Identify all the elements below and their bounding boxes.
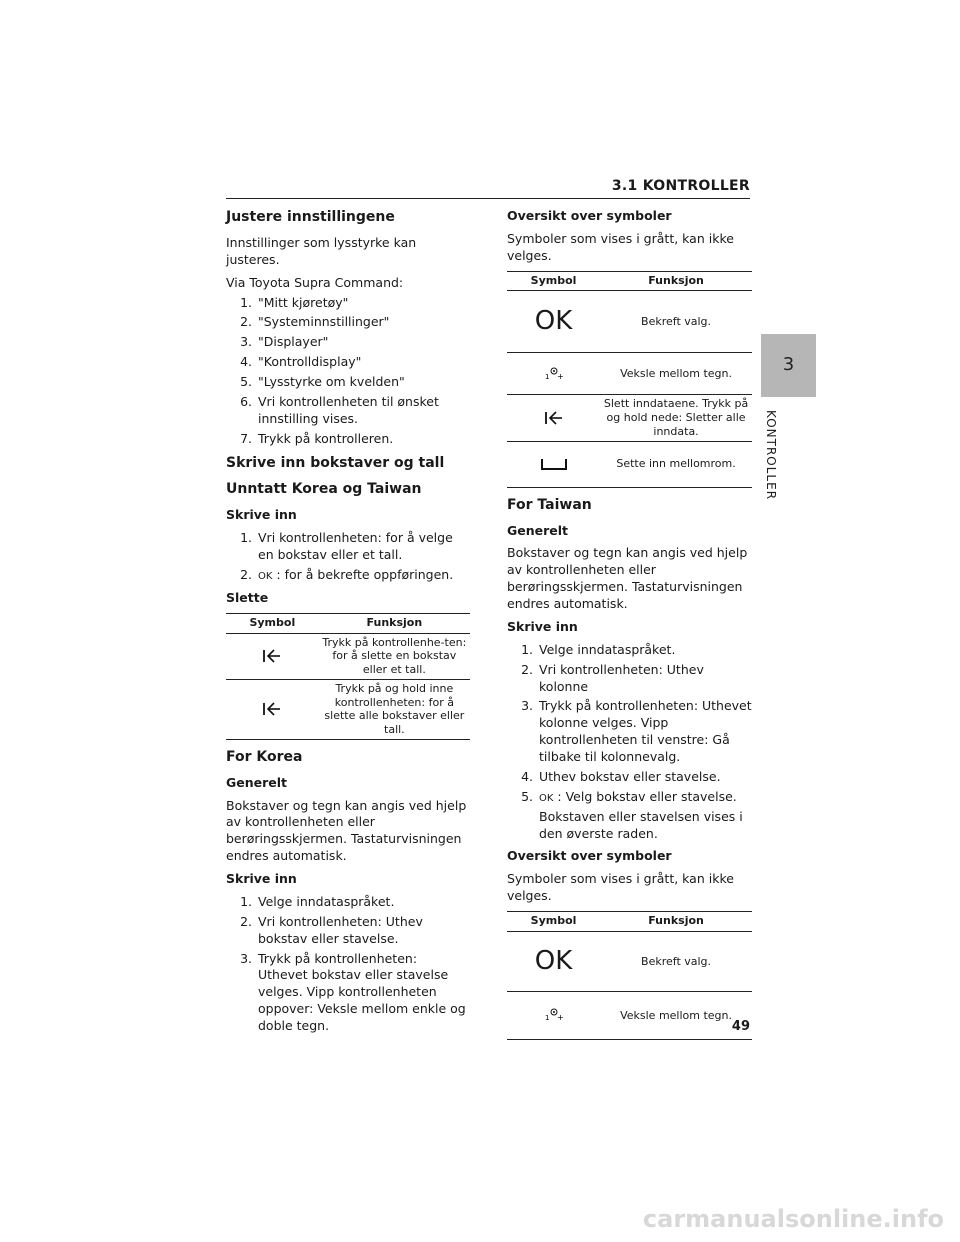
heading-general: Generelt [507, 522, 569, 538]
table-row: 1 + Veksle mellom tegn. [507, 353, 752, 395]
symbol-table-2 [507, 911, 752, 1040]
step-note: Bokstaven eller stavelsen vises i den øverste raden. [539, 808, 743, 841]
table-header: Symbol [507, 271, 600, 291]
ok-symbol: OK [534, 945, 573, 976]
heading-taiwan: For Taiwan [507, 496, 592, 513]
chapter-tab [761, 334, 816, 397]
space-icon [540, 457, 568, 471]
heading-overview: Oversikt over symboler [507, 848, 672, 864]
table-row: 1 + Veksle mellom tegn. [507, 991, 752, 1039]
heading-overview: Oversikt over symboler [507, 208, 672, 223]
list-item: 4. "Kontrolldisplay" [240, 354, 362, 370]
list-item: 6. Vri kontrollenheten til ønsket innstilling vises. [240, 393, 439, 426]
table-header: Funksjon [319, 613, 470, 633]
backspace-icon [544, 410, 564, 426]
list-item: 4. Uthev bokstav eller stavelse. [521, 768, 721, 784]
table-header: Funksjon [600, 271, 752, 291]
list-item: 2. OK : for å bekrefte oppføringen. [240, 566, 454, 582]
list-item: 7. Trykk på kontrolleren. [240, 430, 394, 446]
svg-text:1: 1 [544, 372, 550, 381]
table-row: Trykk på kontrollenhe-ten: for å slette en bokstav eller et tall. [226, 633, 470, 679]
ok-symbol: OK [258, 570, 273, 582]
page-number: 49 [731, 1019, 750, 1034]
toggle-characters-icon [544, 1007, 564, 1023]
left-column [226, 208, 470, 1041]
header-rule [226, 198, 750, 199]
paragraph: Bokstaver og tegn kan angis ved hjelp av kontrollenheten eller berøringsskjermen. Tastaturvisningen endres automatisk. [226, 797, 467, 864]
section-header: 3.1 KONTROLLER [611, 178, 750, 194]
heading-adjust: Justere innstillingene [226, 209, 395, 225]
korea-steps [226, 894, 470, 1035]
table-header: Symbol [507, 912, 600, 932]
table-row: OK Bekreft valg. [507, 291, 752, 353]
list-item: 1. Velge inndataspråket. [240, 893, 395, 909]
backspace-icon [262, 648, 282, 664]
list-item: 5. OK : Velg bokstav eller stavelse. [521, 788, 737, 804]
paragraph: Symboler som vises i grått, kan ikke velges. [507, 230, 734, 263]
heading-except: Unntatt Korea og Taiwan [226, 481, 422, 498]
ok-symbol: OK [534, 306, 573, 337]
list-item: 5. "Lysstyrke om kvelden" [240, 374, 405, 390]
list-item: 1. Velge inndataspråket. [521, 641, 676, 657]
backspace-icon [262, 701, 282, 717]
right-column [507, 208, 752, 1048]
table-row: Trykk på og hold inne kontrollenheten: for å slette alle bokstaver eller tall. [226, 679, 470, 739]
heading-write: Skrive inn [226, 871, 297, 887]
paragraph: Bokstaver og tegn kan angis ved hjelp av kontrollenheten eller berøringsskjermen. Tastaturvisningen endres automatisk. [507, 545, 748, 612]
list-item: 1. "Mitt kjøretøy" [240, 294, 349, 310]
svg-text:1: 1 [544, 1014, 550, 1023]
taiwan-steps [507, 642, 752, 806]
paragraph: Innstillinger som lysstyrke kan justeres. [226, 234, 417, 267]
svg-text:+: + [556, 371, 564, 381]
delete-table [226, 613, 470, 740]
chapter-number: 3 [782, 354, 795, 375]
list-item: 3. Trykk på kontrollenheten: Uthevet bokstav eller stavelse velges. Vipp kontrollenheten oppover: Veksle mellom enkle og doble tegn. [240, 950, 466, 1034]
list-item: 3. Trykk på kontrollenheten: Uthevet kolonne velges. Vipp kontrollenheten til venstre: Gå tilbake til kolonnevalg. [521, 698, 752, 765]
list-item: 2. "Systeminnstillinger" [240, 314, 390, 330]
toggle-characters-icon [544, 366, 564, 382]
heading-general: Generelt [226, 774, 288, 790]
svg-text:+: + [556, 1013, 564, 1023]
heading-korea: For Korea [226, 748, 303, 765]
table-row: Sette inn mellomrom. [507, 441, 752, 487]
table-header: Funksjon [600, 912, 752, 932]
watermark: carmanualsonline.info [642, 1205, 944, 1233]
chapter-label: KONTROLLER [764, 410, 778, 501]
heading-letters: Skrive inn bokstaver og tall [226, 454, 445, 471]
table-row: OK Bekreft valg. [507, 931, 752, 991]
heading-write: Skrive inn [507, 618, 578, 634]
heading-delete: Slette [226, 589, 269, 605]
list-item: 2. Vri kontrollenheten: Uthev bokstav eller stavelse. [240, 913, 423, 946]
ok-symbol: OK [539, 792, 554, 804]
table-row: Slett inndataene. Trykk på og hold nede: Sletter alle inndata. [507, 395, 752, 441]
list-item: 2. Vri kontrollenheten: Uthev kolonne [521, 661, 704, 694]
list-item: 3. "Displayer" [240, 334, 329, 350]
table-header: Symbol [226, 613, 319, 633]
paragraph: Via Toyota Supra Command: [226, 274, 404, 290]
paragraph: Symboler som vises i grått, kan ikke velges. [507, 871, 734, 904]
list-item: 1. Vri kontrollenheten: for å velge en bokstav eller et tall. [240, 530, 453, 563]
heading-write: Skrive inn [226, 507, 297, 523]
write-steps [226, 530, 470, 584]
adjust-steps [226, 295, 470, 448]
symbol-table [507, 271, 752, 488]
